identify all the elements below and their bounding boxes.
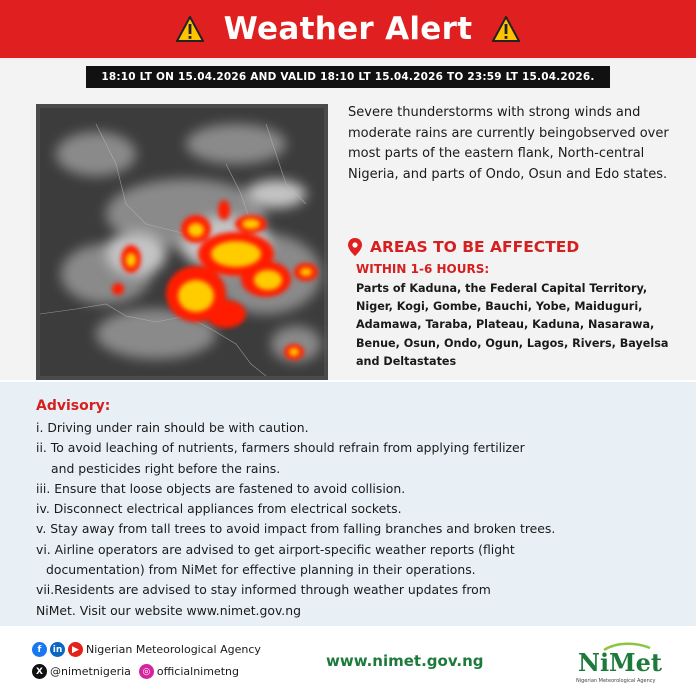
warning-icon [492,16,520,42]
advisory-title: Advisory: [36,398,111,414]
alert-summary: Severe thunderstorms with strong winds and moderate rains are currently beingobserved over most parts of the eastern flank, North-central Nigeria, and parts of Ondo, Osun and Edo states. [348,105,669,182]
advisory-item: iv. Disconnect electrical appliances from electrical sockets. [36,501,402,517]
areas-heading [348,238,579,256]
facebook-icon[interactable]: f [32,642,47,657]
advisory-item: and pesticides right before the rains. [51,460,281,476]
advisory-item: vi. Airline operators are advised to get airport-specific weather reports (flight [36,541,515,557]
youtube-icon[interactable]: ▶ [68,642,83,657]
instagram-handle[interactable]: officialnimetng [156,665,239,678]
time-window: WITHIN 1-6 HOURS: [356,262,490,276]
advisory-item: NiMet. Visit our website www.nimet.gov.ng [36,602,301,618]
validity-banner: 18:10 LT ON 15.04.2026 AND VALID 18:10 LT 15.04.2026 TO 23:59 LT 15.04.2026. [86,66,610,88]
advisory-item: iii. Ensure that loose objects are fastened to avoid collision. [36,480,406,496]
x-icon[interactable]: X [32,664,47,679]
advisory-item: vii.Residents are advised to stay informed through weather updates from [36,582,491,598]
social-row-handles [32,664,239,679]
location-pin-icon [348,238,362,256]
areas-title: AREAS TO BE AFFECTED [370,238,580,256]
website-link[interactable]: www.nimet.gov.ng [326,652,484,670]
logo-subtitle: Nigerian Meteorological Agency [576,678,656,684]
agency-name: Nigerian Meteorological Agency [86,643,261,656]
nimet-logo: NiMet [578,648,662,677]
advisory-list [36,418,676,621]
advisory-item: documentation) from NiMet for effective planning in their operations. [46,562,476,578]
x-handle[interactable]: @nimetnigeria [50,665,131,678]
social-row-agency [32,642,261,657]
satellite-image [36,104,328,380]
linkedin-icon[interactable]: in [50,642,65,657]
affected-areas: Parts of Kaduna, the Federal Capital Territory, Niger, Kogi, Gombe, Bauchi, Yobe, Maiduguri, Adamawa, Taraba, Plateau, Kaduna, Nasarawa, Benue, Osun, Ondo, Ogun, Lagos, Rivers, Bayelsa and Deltastates [356,282,669,368]
advisory-item: ii. To avoid leaching of nutrients, farmers should refrain from applying fertilizer [36,440,525,456]
page-title: Weather Alert [223,11,473,47]
instagram-icon[interactable]: ◎ [139,664,154,679]
alert-header [0,0,696,58]
advisory-item: i. Driving under rain should be with caution. [36,420,309,435]
advisory-item: v. Stay away from tall trees to avoid impact from falling branches and broken trees. [36,521,556,537]
warning-icon [176,16,204,42]
